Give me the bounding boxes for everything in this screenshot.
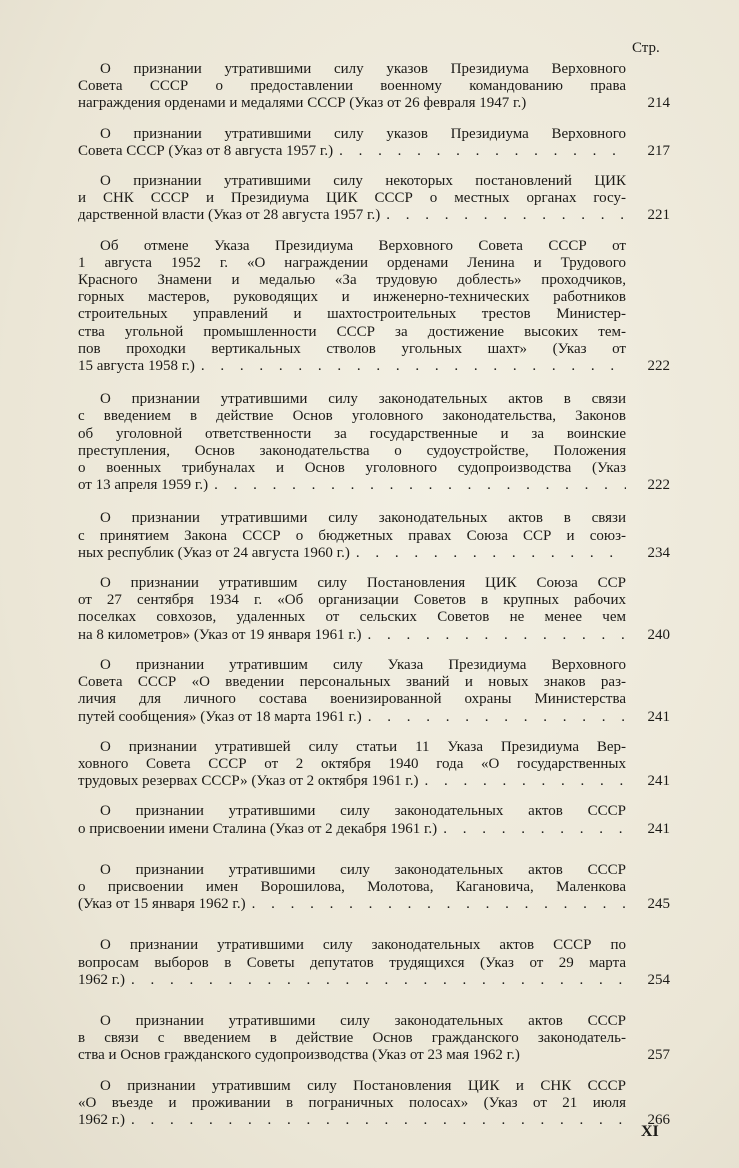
entry-last-line bbox=[78, 627, 626, 644]
entry-line: О признании утратившей силу статьи 11 Указа Президиума Вер- bbox=[100, 738, 626, 755]
entry-line: О признании утратившими силу некоторых постановлений ЦИК bbox=[100, 173, 626, 190]
entry-line: Красного Знамени и медалью «За трудовую доблесть» проходчиков, bbox=[78, 272, 626, 289]
entry-line: ства угольной промышленности СССР за достижение высоких тем- bbox=[78, 323, 626, 340]
entry-last-line bbox=[78, 773, 626, 790]
entry-line: О признании утратившими силу законодательных актов в связи bbox=[100, 391, 626, 408]
page-column-heading: Стр. bbox=[632, 40, 660, 56]
entry-line: О признании утратившими силу указов Президиума Верховного bbox=[100, 61, 626, 77]
entry-line: поселках совхозов, удаленных от сельских Советов не менее чем bbox=[78, 609, 626, 626]
entry-last-line bbox=[78, 477, 626, 494]
toc-entry bbox=[78, 510, 670, 562]
toc-entry bbox=[78, 739, 670, 791]
page-number: 245 bbox=[647, 896, 670, 913]
entry-line: О признании утратившим силу Указа Президиума Верховного bbox=[100, 656, 626, 673]
entry-text: 15 августа 1958 г.) bbox=[78, 358, 195, 375]
page-number: 241 bbox=[647, 773, 670, 790]
entry-text: дарственной власти (Указ от 28 августа 1957 г.) bbox=[78, 207, 381, 224]
dot-leader bbox=[208, 477, 626, 494]
toc-entry bbox=[78, 61, 670, 113]
entry-line: личия для личного состава военизированной охраны Министерства bbox=[78, 691, 626, 708]
entry-text: путей сообщения» (Указ от 18 марта 1961 г.) bbox=[78, 708, 362, 725]
entry-line: О признании утратившими силу законодательных актов в связи bbox=[100, 510, 626, 527]
dot-leader bbox=[437, 821, 626, 838]
entry-text: (Указ от 15 января 1962 г.) bbox=[78, 896, 246, 913]
dot-leader bbox=[246, 896, 626, 913]
entry-line: ховного Совета СССР от 2 октября 1940 года «О государственных bbox=[78, 755, 626, 772]
dot-leader bbox=[362, 709, 626, 726]
entry-line: горных мастеров, руководящих и инженерно-технических работников bbox=[78, 289, 626, 306]
entry-last-line bbox=[78, 709, 626, 726]
toc-entry bbox=[78, 657, 670, 726]
entry-text: о присвоении имени Сталина (Указ от 2 декабря 1961 г.) bbox=[78, 820, 438, 837]
page-number: 214 bbox=[647, 95, 670, 112]
toc-entry bbox=[78, 173, 670, 225]
entry-text: Совета СССР (Указ от 8 августа 1957 г.) bbox=[78, 142, 334, 159]
toc-entry bbox=[78, 238, 670, 376]
entry-line: Об отмене Указа Президиума Верховного Совета СССР от bbox=[100, 237, 626, 254]
dot-leader bbox=[195, 358, 626, 375]
entry-line: О признании утратившими силу законодательных актов СССР bbox=[100, 1012, 626, 1029]
entry-last-line bbox=[78, 896, 626, 913]
dot-leader bbox=[125, 972, 626, 989]
entry-line: с принятием Закона СССР о бюджетных правах Союза ССР и союз- bbox=[78, 527, 626, 544]
entry-text: от 13 апреля 1959 г.) bbox=[78, 477, 209, 494]
toc-entry bbox=[78, 1078, 670, 1130]
entry-text: ных республик (Указ от 24 августа 1960 г.) bbox=[78, 544, 350, 561]
entry-line: и СНК СССР и Президиума ЦИК СССР о местных органах госу- bbox=[78, 190, 626, 207]
toc-entry bbox=[78, 862, 670, 914]
page-number: 254 bbox=[647, 971, 670, 988]
toc-entry bbox=[78, 126, 670, 160]
page-number: 217 bbox=[647, 142, 670, 159]
entry-line: вопросам выборов в Советы депутатов трудящихся (Указ от 29 марта bbox=[78, 954, 626, 971]
toc-entry bbox=[78, 1013, 670, 1065]
entry-text: ства и Основ гражданского судопроизводства (Указ от 23 мая 1962 г.) bbox=[78, 1047, 520, 1064]
entry-line: Совета СССР о предоставлении военному командованию права bbox=[78, 78, 626, 95]
entry-last-line bbox=[78, 143, 626, 160]
page-number: 257 bbox=[647, 1047, 670, 1064]
entry-line: О признании утратившими силу законодательных актов СССР bbox=[100, 861, 626, 878]
entry-last-line bbox=[78, 95, 626, 112]
entry-last-line bbox=[78, 545, 626, 562]
entry-last-line bbox=[78, 207, 626, 224]
entry-line: в связи с введением в действие Основ гражданского законодатель- bbox=[78, 1030, 626, 1047]
toc-entry bbox=[78, 937, 670, 989]
entry-line: о военных трибуналах и Основ уголовного судопроизводства (Указ bbox=[78, 460, 626, 477]
entry-line: О признании утратившими силу законодательных актов СССР bbox=[100, 803, 626, 820]
entry-line: О признании утратившим силу Постановления ЦИК и СНК СССР bbox=[100, 1077, 626, 1094]
entry-text: трудовых резервах СССР» (Указ от 2 октября 1961 г.) bbox=[78, 773, 419, 790]
entry-last-line bbox=[78, 358, 626, 375]
entry-line: с введением в действие Основ уголовного законодательства, Законов bbox=[78, 408, 626, 425]
entry-line: Совета СССР «О введении персональных званий и новых знаков раз- bbox=[78, 674, 626, 691]
page-number: 240 bbox=[647, 626, 670, 643]
page-number: 241 bbox=[647, 708, 670, 725]
entry-line: О признании утратившими силу законодательных актов СССР по bbox=[100, 937, 626, 954]
entry-text: 1962 г.) bbox=[78, 1111, 125, 1128]
page-number: 234 bbox=[647, 544, 670, 561]
entry-line: О признании утратившими силу указов Президиума Верховного bbox=[100, 125, 626, 142]
dot-leader bbox=[333, 143, 626, 160]
entry-line: об уголовной ответственности за государственные и за воинские bbox=[78, 425, 626, 442]
page-number: 222 bbox=[647, 358, 670, 375]
page-folio: XI bbox=[641, 1123, 659, 1140]
toc-entry bbox=[78, 391, 670, 494]
entry-line: 1 августа 1952 г. «О награждении орденами Ленина и Трудового bbox=[78, 254, 626, 271]
entry-last-line bbox=[78, 821, 626, 838]
page-number: 221 bbox=[647, 207, 670, 224]
entry-line: «О въезде и проживании в пограничных полосах» (Указ от 21 июля bbox=[78, 1094, 626, 1111]
page-number: 241 bbox=[647, 820, 670, 837]
toc-entry bbox=[78, 803, 670, 837]
entry-line: пов проходки вертикальных стволов угольных шахт» (Указ от bbox=[78, 340, 626, 357]
entry-last-line bbox=[78, 1047, 626, 1064]
dot-leader bbox=[362, 627, 626, 644]
entry-line: о присвоении имен Ворошилова, Молотова, Кагановича, Маленкова bbox=[78, 878, 626, 895]
page-number: 222 bbox=[647, 477, 670, 494]
entry-text: награждения орденами и медалями СССР (Указ от 26 февраля 1947 г.) bbox=[78, 95, 527, 112]
entry-line: от 27 сентября 1934 г. «Об организации Советов в крупных рабочих bbox=[78, 592, 626, 609]
entry-text: 1962 г.) bbox=[78, 971, 125, 988]
dot-leader bbox=[125, 1112, 626, 1129]
page-number: 266 bbox=[647, 1111, 670, 1128]
entry-last-line bbox=[78, 1112, 626, 1129]
entry-line: О признании утратившим силу Постановления ЦИК Союза ССР bbox=[100, 575, 626, 592]
entry-line: строительных управлений и шахтостроительных трестов Министер- bbox=[78, 306, 626, 323]
table-of-contents bbox=[78, 61, 670, 1142]
entry-text: на 8 километров» (Указ от 19 января 1961 г.) bbox=[78, 626, 362, 643]
entry-line: преступления, Основ законодательства о судоустройстве, Положения bbox=[78, 442, 626, 459]
dot-leader bbox=[380, 207, 626, 224]
dot-leader bbox=[350, 545, 626, 562]
entry-last-line bbox=[78, 972, 626, 989]
toc-entry bbox=[78, 575, 670, 644]
dot-leader bbox=[418, 773, 626, 790]
